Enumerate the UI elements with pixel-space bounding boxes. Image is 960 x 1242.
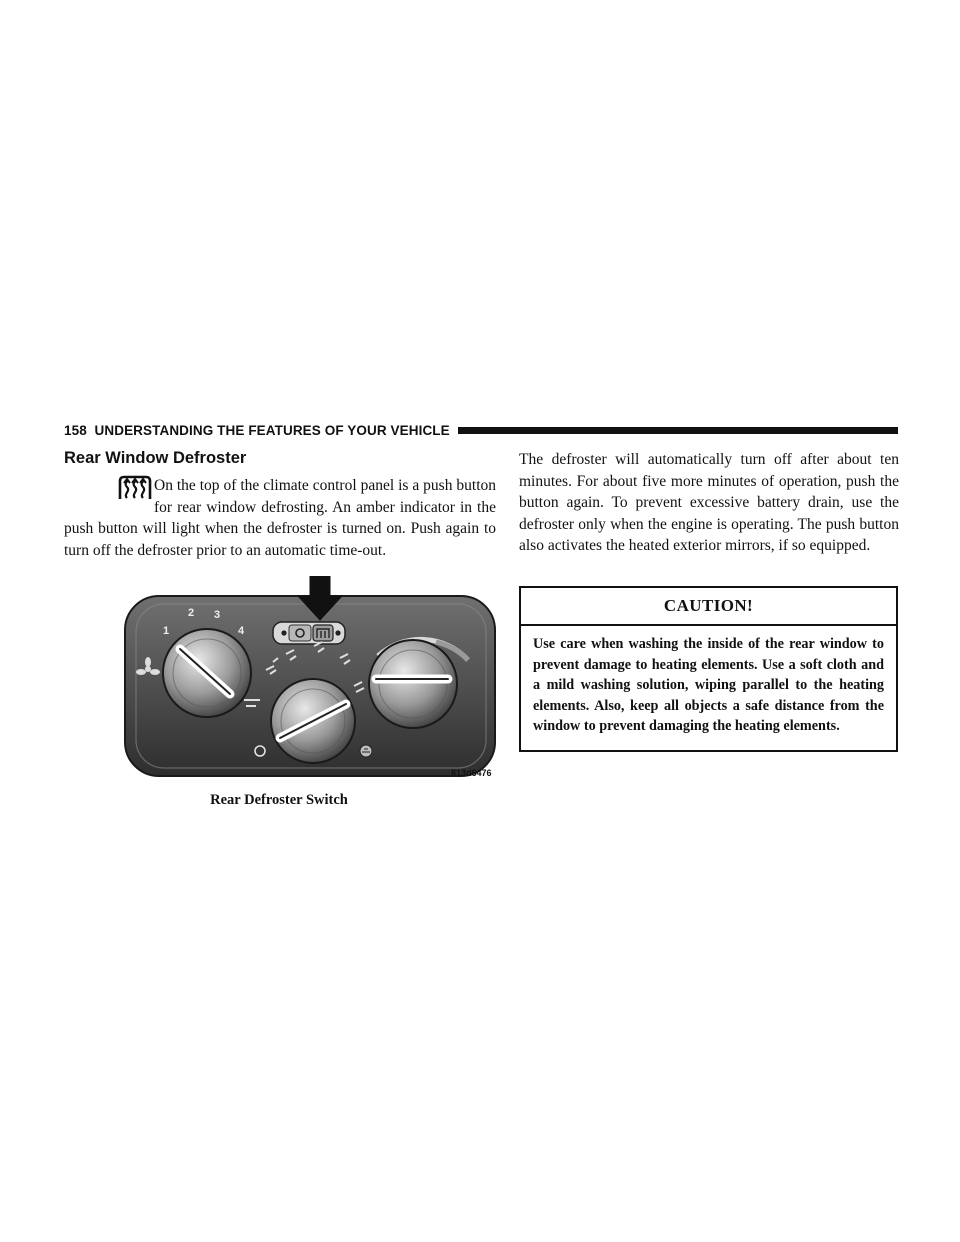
figure-caption: Rear Defroster Switch (210, 792, 348, 808)
rear-defroster-button[interactable] (313, 625, 333, 641)
temperature-knob[interactable] (369, 640, 457, 728)
caution-title: CAUTION! (521, 588, 896, 626)
body-left-text: On the top of the climate control panel is a push button for rear window defrosting. An amber indicator in the push button will light when the defroster is turned on. Push again to turn off the defroster prior to an automatic time-out. (64, 477, 496, 559)
recirculation-button[interactable] (289, 625, 311, 641)
caution-box (519, 586, 898, 752)
front-defrost-icon (360, 745, 372, 757)
fan-label-2: 2 (188, 607, 195, 619)
fan-speed-knob[interactable] (163, 629, 251, 717)
header-rule (458, 427, 898, 434)
section-title: Rear Window Defroster (64, 449, 247, 467)
fan-label-3: 3 (214, 609, 221, 621)
section-name: UNDERSTANDING THE FEATURES OF YOUR VEHICLE (94, 422, 450, 438)
figure-code: 813d6476 (451, 768, 492, 778)
climate-control-panel-figure (118, 576, 506, 786)
page-number: 158 (64, 422, 87, 438)
section-body-left (64, 475, 496, 561)
fan-label-4: 4 (238, 625, 245, 637)
caution-text: Use care when washing the inside of the rear window to prevent damage to heating elements. Use a soft cloth and a mild washing solution, wiping parallel to the heating elements. Also, keep all objects a safe distance from the window to prevent damaging the heating elements. (533, 636, 884, 734)
mode-selector-knob[interactable] (271, 679, 355, 763)
section-body-right: The defroster will automatically turn off after about ten minutes. For about five more minutes of operation, push the button again. To prevent excessive battery drain, use the defroster only when the engine is operating. The push button also activates the heated exterior mirrors, if so equipped. (519, 451, 899, 554)
icon-spacer (64, 475, 154, 517)
page-header (64, 420, 898, 440)
fan-label-1: 1 (163, 625, 170, 637)
page-header-text (64, 423, 450, 438)
